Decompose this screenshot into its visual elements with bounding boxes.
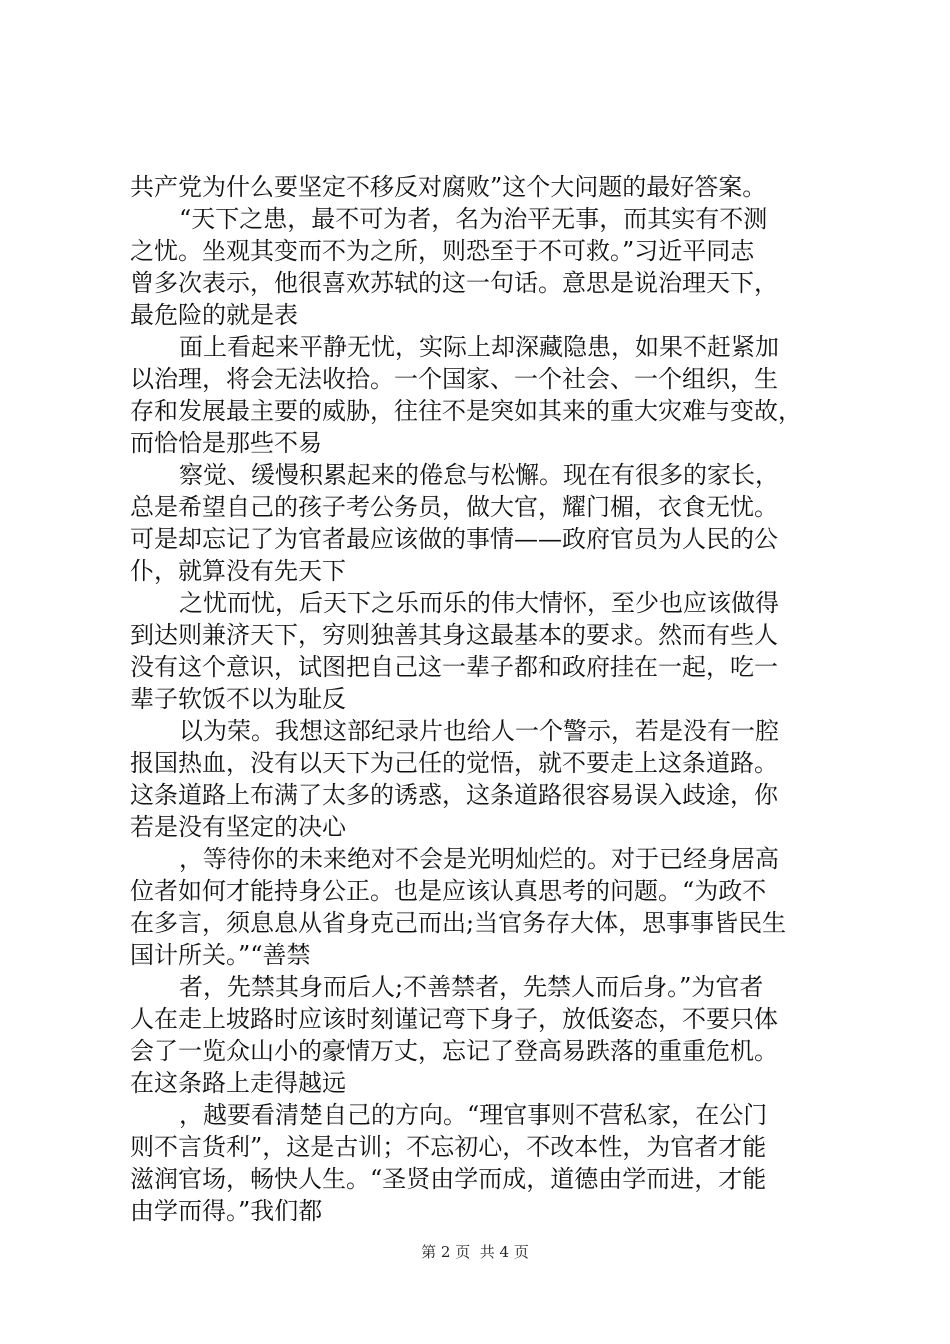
text-line: 位者如何才能持身公正。也是应该认真思考的问题。“为政不 bbox=[130, 877, 767, 905]
text-line: 察觉、缓慢积累起来的倦怠与松懈。现在有很多的家长， bbox=[179, 461, 779, 489]
text-line: 者，先禁其身而后人;不善禁者，先禁人而后身。”为官者 bbox=[179, 973, 764, 1001]
text-line: 报国热血，没有以天下为己任的觉悟，就不要走上这条道路。 bbox=[130, 749, 778, 777]
text-line: 面上看起来平静无忧，实际上却深藏隐患，如果不赶紧加 bbox=[179, 333, 779, 361]
text-line: 仆，就算没有先天下 bbox=[130, 557, 346, 585]
text-line: 最危险的就是表 bbox=[130, 301, 298, 329]
text-line: 则不言货利”，这是古训；不忘初心，不改本性，为官者才能 bbox=[130, 1133, 767, 1161]
text-line: 国计所关。”“善禁 bbox=[130, 941, 311, 969]
text-line: 在这条路上走得越远 bbox=[130, 1069, 346, 1097]
text-line: “天下之患，最不可为者，名为治平无事，而其实有不测 bbox=[179, 205, 768, 233]
text-line: 若是没有坚定的决心 bbox=[130, 813, 346, 841]
page-footer: 第 2 页 共 4 页 bbox=[421, 1243, 529, 1261]
text-line: 之忧。坐观其变而不为之所，则恐至于不可救。”习近平同志 bbox=[130, 237, 755, 265]
text-line: 而恰恰是那些不易 bbox=[130, 429, 322, 457]
text-line: 曾多次表示，他很喜欢苏轼的这一句话。意思是说治理天下， bbox=[130, 269, 778, 297]
text-line: ，越要看清楚自己的方向。“理官事则不营私家，在公门 bbox=[179, 1101, 768, 1129]
text-line: 以治理，将会无法收拾。一个国家、一个社会、一个组织，生 bbox=[130, 365, 778, 393]
text-line: ，等待你的未来绝对不会是光明灿烂的。对于已经身居高 bbox=[179, 845, 779, 873]
text-line: 在多言，须息息从省身克己而出;当官务存大体，思事事皆民生 bbox=[130, 909, 787, 937]
text-line: 滋润官场，畅快人生。“圣贤由学而成，道德由学而进，才能 bbox=[130, 1165, 767, 1193]
text-line: 会了一览众山小的豪情万丈，忘记了登高易跌落的重重危机。 bbox=[130, 1037, 778, 1065]
text-line: 这条道路上布满了太多的诱惑，这条道路很容易误入歧途，你 bbox=[130, 781, 778, 809]
text-line: 存和发展最主要的威胁，往往不是突如其来的重大灾难与变故， bbox=[130, 397, 802, 425]
body-text bbox=[130, 171, 842, 1227]
text-line: 之忧而忧，后天下之乐而乐的伟大情怀，至少也应该做得 bbox=[179, 589, 779, 617]
text-line: 共产党为什么要坚定不移反对腐败”这个大问题的最好答案。 bbox=[130, 173, 767, 201]
text-line: 辈子软饭不以为耻反 bbox=[130, 685, 346, 713]
text-line: 没有这个意识，试图把自己这一辈子都和政府挂在一起，吃一 bbox=[130, 653, 778, 681]
text-line: 到达则兼济天下，穷则独善其身这最基本的要求。然而有些人 bbox=[130, 621, 778, 649]
text-line: 总是希望自己的孩子考公务员，做大官，耀门楣，衣食无忧。 bbox=[130, 493, 778, 521]
text-line: 以为荣。我想这部纪录片也给人一个警示，若是没有一腔 bbox=[179, 717, 779, 745]
text-line: 由学而得。”我们都 bbox=[130, 1197, 323, 1225]
text-line: 可是却忘记了为官者最应该做的事情——政府官员为人民的公 bbox=[130, 525, 778, 553]
text-line: 人在走上坡路时应该时刻谨记弯下身子，放低姿态，不要只体 bbox=[130, 1005, 778, 1033]
